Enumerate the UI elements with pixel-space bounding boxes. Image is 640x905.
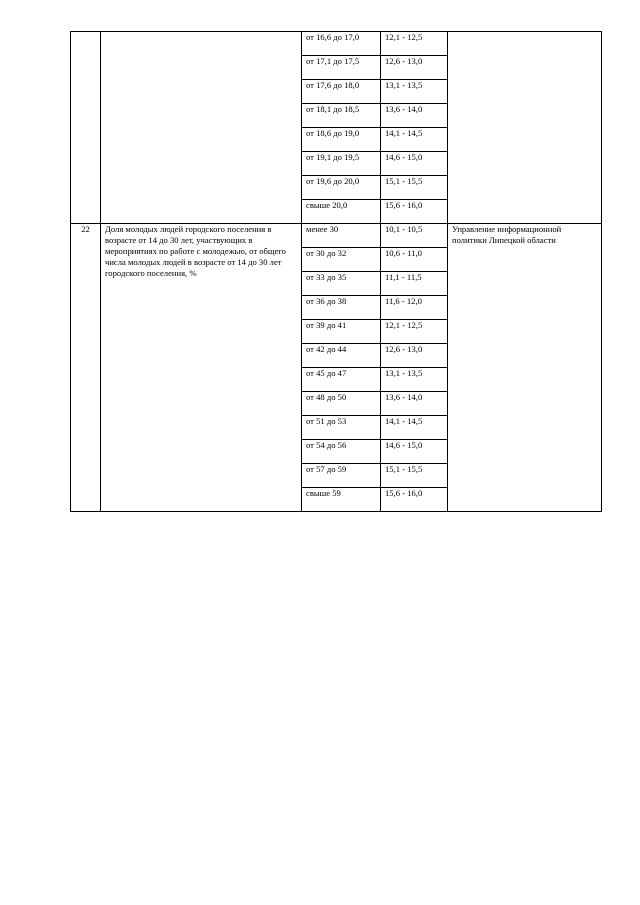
indicators-table bbox=[70, 31, 602, 512]
table-row bbox=[71, 32, 602, 56]
score-range: 15,6 - 16,0 bbox=[381, 488, 448, 512]
score-range: 15,1 - 15,5 bbox=[381, 176, 448, 200]
value-range: от 36 до 38 bbox=[302, 296, 381, 320]
indicator-number bbox=[71, 32, 101, 224]
score-range: 12,1 - 12,5 bbox=[381, 32, 448, 56]
value-range: от 39 до 41 bbox=[302, 320, 381, 344]
score-range: 10,1 - 10,5 bbox=[381, 224, 448, 248]
score-range: 11,6 - 12,0 bbox=[381, 296, 448, 320]
value-range: от 42 до 44 bbox=[302, 344, 381, 368]
value-range: от 54 до 56 bbox=[302, 440, 381, 464]
score-range: 14,6 - 15,0 bbox=[381, 440, 448, 464]
value-range: от 18,1 до 18,5 bbox=[302, 104, 381, 128]
score-range: 12,1 - 12,5 bbox=[381, 320, 448, 344]
score-range: 12,6 - 13,0 bbox=[381, 56, 448, 80]
value-range: от 16,6 до 17,0 bbox=[302, 32, 381, 56]
value-range: от 17,1 до 17,5 bbox=[302, 56, 381, 80]
value-range: от 51 до 53 bbox=[302, 416, 381, 440]
value-range: от 57 до 59 bbox=[302, 464, 381, 488]
score-range: 14,1 - 14,5 bbox=[381, 416, 448, 440]
score-range: 12,6 - 13,0 bbox=[381, 344, 448, 368]
indicator-name bbox=[101, 32, 302, 224]
score-range: 14,6 - 15,0 bbox=[381, 152, 448, 176]
score-range: 13,6 - 14,0 bbox=[381, 104, 448, 128]
value-range: от 48 до 50 bbox=[302, 392, 381, 416]
score-range: 10,6 - 11,0 bbox=[381, 248, 448, 272]
value-range: свыше 20,0 bbox=[302, 200, 381, 224]
value-range: от 30 до 32 bbox=[302, 248, 381, 272]
table-row bbox=[71, 224, 602, 248]
value-range: от 19,1 до 19,5 bbox=[302, 152, 381, 176]
score-range: 14,1 - 14,5 bbox=[381, 128, 448, 152]
value-range: свыше 59 bbox=[302, 488, 381, 512]
score-range: 15,6 - 16,0 bbox=[381, 200, 448, 224]
score-range: 11,1 - 11,5 bbox=[381, 272, 448, 296]
responsible-organization bbox=[448, 32, 602, 224]
value-range: от 19,6 до 20,0 bbox=[302, 176, 381, 200]
value-range: менее 30 bbox=[302, 224, 381, 248]
score-range: 13,1 - 13,5 bbox=[381, 80, 448, 104]
value-range: от 17,6 до 18,0 bbox=[302, 80, 381, 104]
responsible-organization: Управление информационной политики Липецкой области bbox=[448, 224, 602, 512]
indicator-number: 22 bbox=[71, 224, 101, 512]
value-range: от 33 до 35 bbox=[302, 272, 381, 296]
value-range: от 45 до 47 bbox=[302, 368, 381, 392]
score-range: 13,1 - 13,5 bbox=[381, 368, 448, 392]
score-range: 13,6 - 14,0 bbox=[381, 392, 448, 416]
indicators-table-body bbox=[71, 32, 602, 512]
score-range: 15,1 - 15,5 bbox=[381, 464, 448, 488]
value-range: от 18,6 до 19,0 bbox=[302, 128, 381, 152]
indicator-name: Доля молодых людей городского поселения в возрасте от 14 до 30 лет, участвующих в мероприятиях по работе с молодежью, от общего числа молодых людей в возрасте от 14 до 30 лет городского поселения, % bbox=[101, 224, 302, 512]
